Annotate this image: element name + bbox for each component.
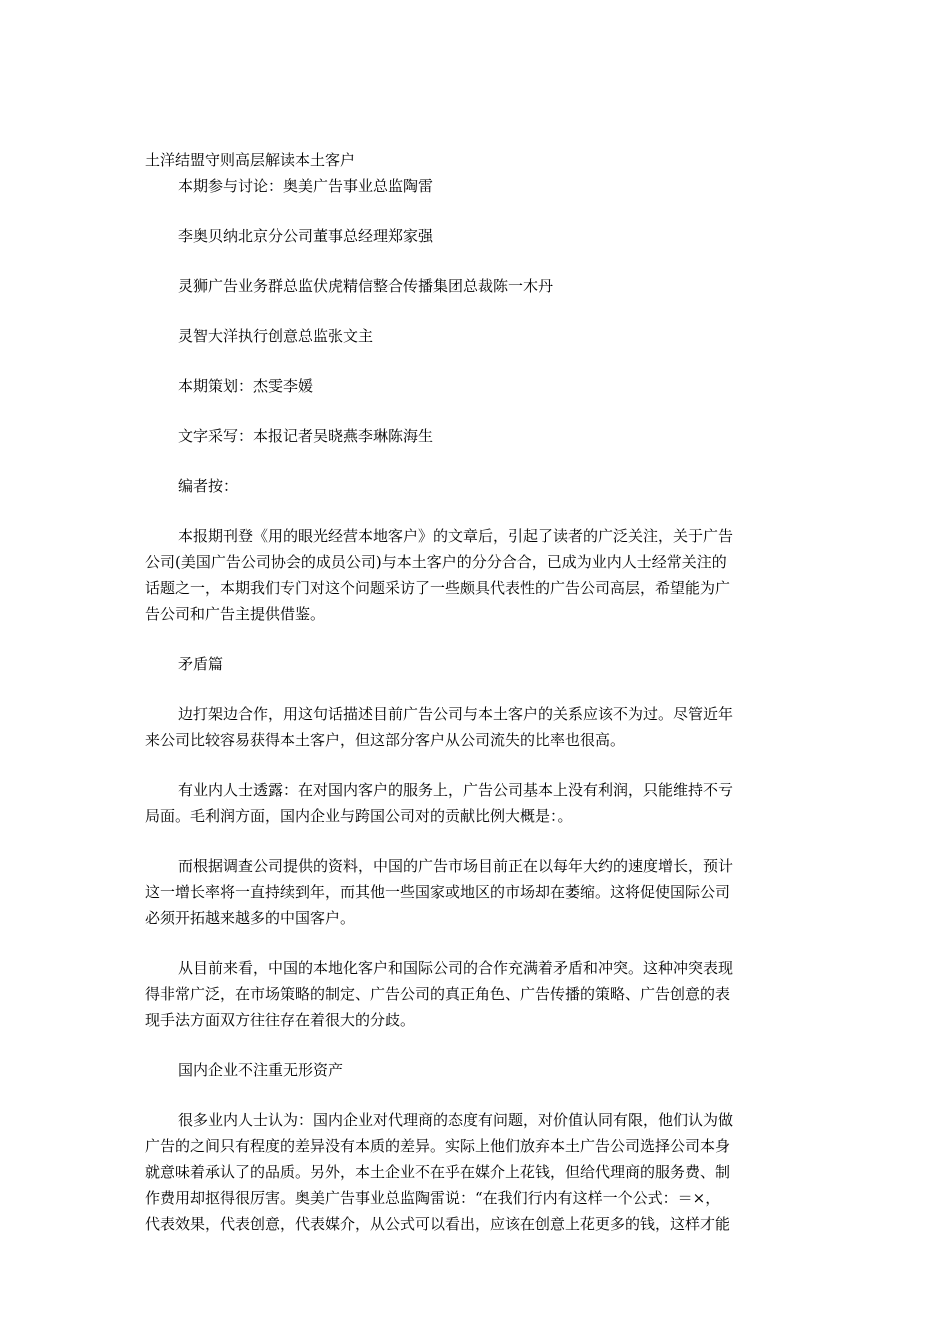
- paragraph-line: 局面。毛利润方面，国内企业与跨国公司对的贡献比例大概是：。: [145, 807, 573, 825]
- document-page: [145, 147, 810, 1237]
- spacer: [145, 449, 810, 473]
- spacer: [145, 829, 810, 853]
- paragraph-line: 必须开拓越来越多的中国客户。: [145, 909, 356, 927]
- spacer: [145, 249, 810, 273]
- paragraph-line: 本报期刊登《用的眼光经营本地客户》的文章后，引起了读者的广泛关注，关于广告: [178, 527, 734, 545]
- spacer: [145, 931, 810, 955]
- paragraph-line: 话题之一，本期我们专门对这个问题采访了一些颇具代表性的广告公司高层，希望能为广: [145, 579, 731, 597]
- writer-line: 文字采写：本报记者吴晓燕李琳陈海生: [178, 427, 434, 445]
- paragraph-line: 这一增长率将一直持续到年，而其他一些国家或地区的市场却在萎缩。这将促使国际公司: [145, 883, 731, 901]
- credit-line: 灵智大洋执行创意总监张文主: [178, 327, 374, 345]
- body-paragraph: [145, 853, 810, 931]
- body-paragraph: [145, 777, 810, 829]
- credit-line: 本期参与讨论：奥美广告事业总监陶雷: [178, 177, 434, 195]
- paragraph-line: 广告的之间只有程度的差异没有本质的差异。实际上他们放弃本土广告公司选择公司本身: [145, 1137, 731, 1155]
- planner-line: 本期策划：杰雯李媛: [178, 377, 314, 395]
- body-paragraph: [145, 1107, 810, 1237]
- editor-note-label: 编者按：: [178, 477, 239, 495]
- spacer: [145, 677, 810, 701]
- paragraph-line: 有业内人士透露：在对国内客户的服务上，广告公司基本上没有利润，只能维持不亏: [178, 781, 734, 799]
- spacer: [145, 753, 810, 777]
- document-title: 土洋结盟守则高层解读本土客户: [145, 151, 356, 169]
- paragraph-line: 来公司比较容易获得本土客户，但这部分客户从公司流失的比率也很高。: [145, 731, 626, 749]
- body-paragraph: [145, 955, 810, 1033]
- credit-line: 灵狮广告业务群总监伏虎精信整合传播集团总裁陈一木丹: [178, 277, 554, 295]
- section-heading: 矛盾篇: [178, 655, 224, 673]
- spacer: [145, 1083, 810, 1107]
- section-heading: 国内企业不注重无形资产: [178, 1061, 344, 1079]
- paragraph-line: 很多业内人士认为：国内企业对代理商的态度有问题，对价值认同有限，他们认为做: [178, 1111, 734, 1129]
- spacer: [145, 499, 810, 523]
- spacer: [145, 399, 810, 423]
- paragraph-line: 代表效果，代表创意，代表媒介，从公式可以看出，应该在创意上花更多的钱，这样才能: [145, 1215, 731, 1233]
- paragraph-line: 而根据调查公司提供的资料，中国的广告市场目前正在以每年大约的速度增长，预计: [178, 857, 734, 875]
- paragraph-line: 边打架边合作，用这句话描述目前广告公司与本土客户的关系应该不为过。尽管近年: [178, 705, 734, 723]
- body-paragraph: [145, 701, 810, 753]
- paragraph-line: 就意味着承认了的品质。另外，本土企业不在乎在媒介上花钱，但给代理商的服务费、制: [145, 1163, 731, 1181]
- paragraph-line: 公司(美国广告公司协会的成员公司)与本土客户的分分合合，已成为业内人士经常关注的: [145, 553, 727, 571]
- spacer: [145, 199, 810, 223]
- spacer: [145, 349, 810, 373]
- spacer: [145, 1033, 810, 1057]
- spacer: [145, 627, 810, 651]
- paragraph-line: 作费用却抠得很厉害。奥美广告事业总监陶雷说：“在我们行内有这样一个公式：＝×，: [145, 1189, 721, 1207]
- paragraph-line: 现手法方面双方往往存在着很大的分歧。: [145, 1011, 416, 1029]
- paragraph-line: 告公司和广告主提供借鉴。: [145, 605, 326, 623]
- paragraph-line: 从目前来看，中国的本地化客户和国际公司的合作充满着矛盾和冲突。这种冲突表现: [178, 959, 734, 977]
- intro-paragraph: [145, 523, 810, 627]
- paragraph-line: 得非常广泛，在市场策略的制定、广告公司的真正角色、广告传播的策略、广告创意的表: [145, 985, 731, 1003]
- spacer: [145, 299, 810, 323]
- credit-line: 李奥贝纳北京分公司董事总经理郑家强: [178, 227, 434, 245]
